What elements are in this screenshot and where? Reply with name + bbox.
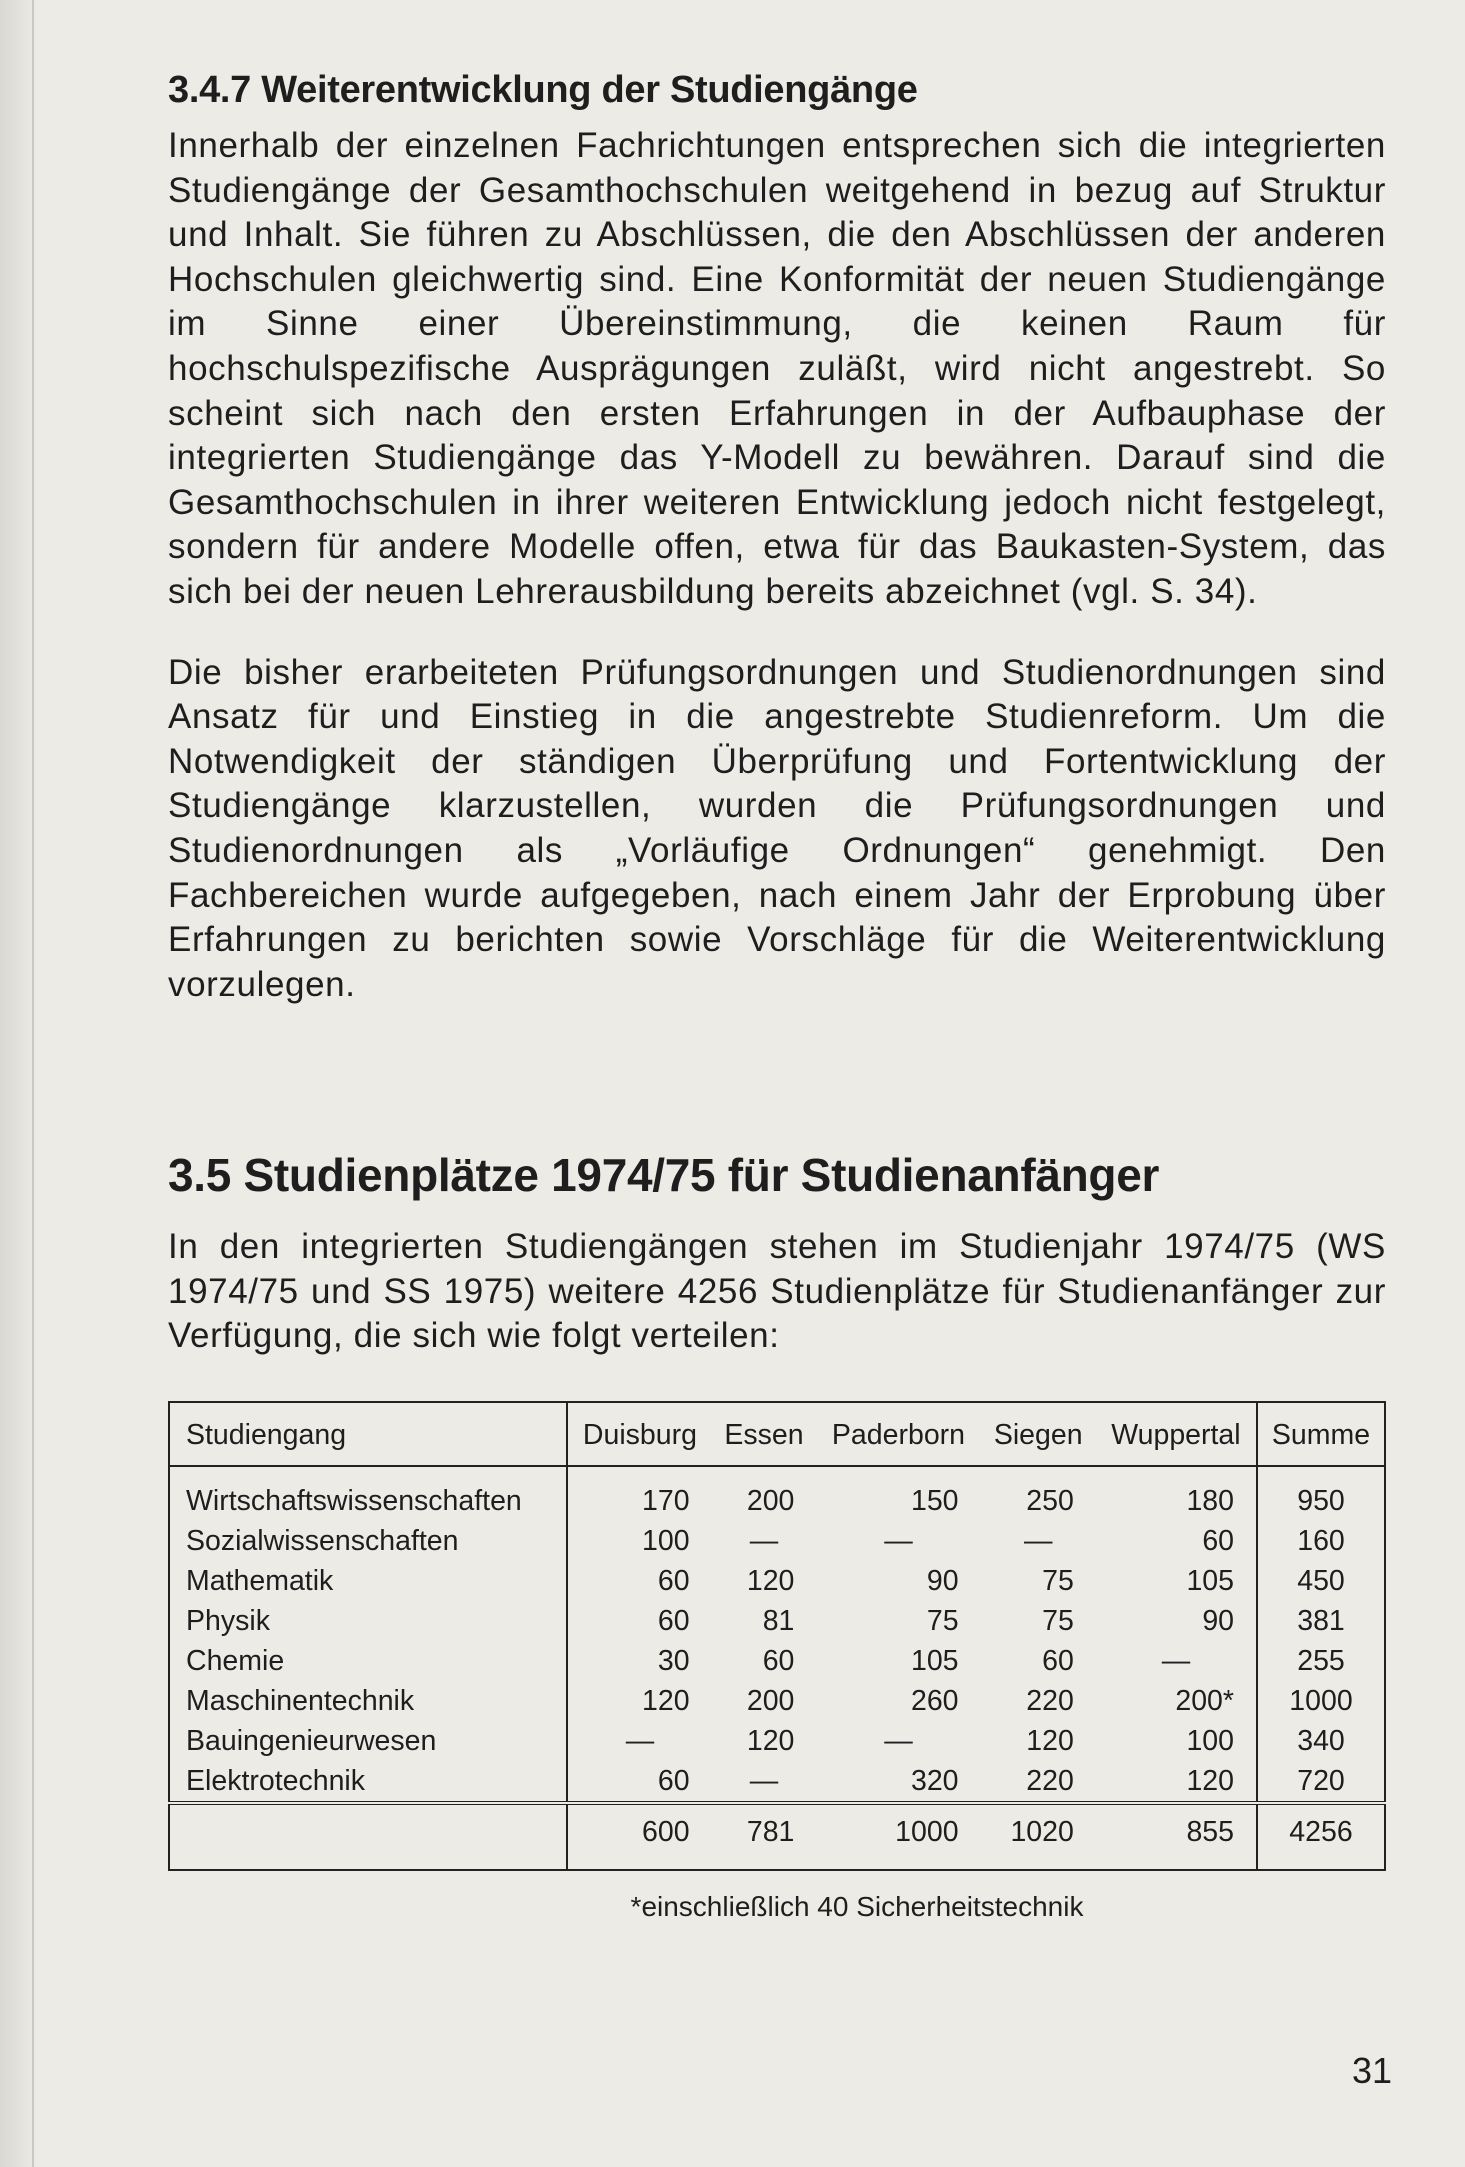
page-content — [168, 66, 1386, 1923]
cell-duisburg: 100 — [642, 1524, 690, 1557]
header-studiengang: Studiengang — [169, 1402, 567, 1466]
section-heading-3-4-7: 3.4.7 Weiterentwicklung der Studiengänge — [168, 69, 918, 111]
cell-siegen: 60 — [1042, 1644, 1074, 1677]
cell-paderborn: 150 — [910, 1484, 959, 1517]
cell-siegen: 220 — [1026, 1764, 1074, 1797]
row-label: Chemie — [169, 1641, 567, 1681]
cell-paderborn: 105 — [910, 1644, 959, 1677]
cell-essen: 120 — [746, 1564, 795, 1597]
row-label: Wirtschaftswissenschaften — [169, 1466, 567, 1521]
cell-wuppertal: 120 — [1186, 1764, 1235, 1797]
header-siegen: Siegen — [981, 1402, 1096, 1466]
cell-paderborn: — — [884, 1524, 913, 1557]
cell-duisburg: 60 — [657, 1764, 690, 1797]
row-label: Sozialwissenschaften — [169, 1521, 567, 1561]
table-row — [169, 1601, 1385, 1641]
table-header-row — [169, 1402, 1385, 1466]
cell-essen: — — [749, 1764, 779, 1797]
cell-paderborn: 320 — [910, 1764, 959, 1797]
section-intro: In den integrierten Studiengängen stehen im Studienjahr 1974/75 (WS 1974/75 und SS 1975) weitere 4256 Studienplätze für Studienanfänger zur Verfügung, die sich wie folgt verteilen: — [168, 1227, 1386, 1356]
cell-essen: 120 — [746, 1724, 795, 1757]
row-label: Physik — [169, 1601, 567, 1641]
cell-duisburg: 120 — [642, 1684, 690, 1717]
table-row — [169, 1521, 1385, 1561]
total-wuppertal: 855 — [1096, 1803, 1257, 1870]
header-paderborn: Paderborn — [816, 1402, 980, 1466]
total-paderborn: 1000 — [816, 1803, 980, 1870]
header-duisburg: Duisburg — [567, 1402, 711, 1466]
cell-siegen: 120 — [1026, 1724, 1074, 1757]
cell-paderborn: 90 — [926, 1564, 959, 1597]
table-row — [169, 1681, 1385, 1721]
cell-duisburg: 30 — [657, 1644, 690, 1677]
cell-duisburg: — — [625, 1724, 655, 1757]
total-duisburg: 600 — [567, 1803, 711, 1870]
cell-duisburg: 60 — [657, 1564, 690, 1597]
table-row — [169, 1561, 1385, 1601]
binding-edge — [32, 0, 34, 2167]
cell-wuppertal: 200* — [1175, 1684, 1235, 1717]
cell-paderborn: 75 — [926, 1604, 959, 1637]
cell-summe: 340 — [1257, 1721, 1385, 1761]
cell-essen: 60 — [762, 1644, 795, 1677]
page-number: 31 — [1352, 2050, 1393, 2091]
cell-paderborn: — — [884, 1724, 913, 1757]
row-label: Maschinentechnik — [169, 1681, 567, 1721]
total-essen: 781 — [712, 1803, 817, 1870]
total-summe: 4256 — [1257, 1803, 1385, 1870]
cell-summe: 1000 — [1257, 1681, 1385, 1721]
cell-wuppertal: 100 — [1186, 1724, 1235, 1757]
cell-essen: 81 — [762, 1604, 795, 1637]
cell-essen: 200 — [746, 1484, 795, 1517]
cell-summe: 720 — [1257, 1761, 1385, 1803]
cell-siegen: — — [1023, 1524, 1053, 1557]
cell-siegen: 250 — [1026, 1484, 1074, 1517]
cell-wuppertal: 180 — [1186, 1484, 1235, 1517]
table-row — [169, 1761, 1385, 1803]
cell-wuppertal: 60 — [1202, 1524, 1235, 1557]
studienplaetze-table — [168, 1401, 1386, 1871]
header-summe: Summe — [1257, 1402, 1385, 1466]
cell-wuppertal: — — [1161, 1644, 1191, 1677]
cell-summe: 381 — [1257, 1601, 1385, 1641]
cell-duisburg: 60 — [657, 1604, 690, 1637]
cell-siegen: 220 — [1026, 1684, 1074, 1717]
cell-wuppertal: 105 — [1186, 1564, 1235, 1597]
table-row — [169, 1466, 1385, 1521]
table-row — [169, 1641, 1385, 1681]
row-label: Elektrotechnik — [169, 1761, 567, 1803]
cell-essen: — — [749, 1524, 779, 1557]
totals-label — [169, 1803, 567, 1870]
section-heading-3-5: 3.5 Studienplätze 1974/75 für Studienanfänger — [168, 1149, 1160, 1202]
cell-siegen: 75 — [1042, 1564, 1074, 1597]
cell-wuppertal: 90 — [1202, 1604, 1235, 1637]
total-siegen: 1020 — [981, 1803, 1096, 1870]
row-label: Bauingenieurwesen — [169, 1721, 567, 1761]
table-row — [169, 1721, 1385, 1761]
table-footnote: *einschließlich 40 Sicherheitstechnik — [630, 1891, 1084, 1923]
cell-essen: 200 — [746, 1684, 795, 1717]
cell-summe: 950 — [1257, 1466, 1385, 1521]
cell-paderborn: 260 — [910, 1684, 959, 1717]
cell-siegen: 75 — [1042, 1604, 1074, 1637]
header-essen: Essen — [712, 1402, 817, 1466]
totals-row — [169, 1803, 1385, 1870]
cell-summe: 160 — [1257, 1521, 1385, 1561]
paragraph-1: Innerhalb der einzelnen Fachrichtungen entsprechen sich die integrierten Studiengänge der Gesamthochschulen weitgehend in bezug auf Struktur und Inhalt. Sie führen zu Abschlüssen, die den Abschlüssen der anderen Hochschulen gleichwertig sind. Eine Konformität der neuen Studiengänge im Sinne einer Übereinstimmung, die keinen Raum für hochschulspezifische Ausprägungen zuläßt, wird nicht angestrebt. So scheint sich nach den ersten Erfahrungen in der Aufbauphase der integrierten Studiengänge das Y-Modell zu bewähren. Darauf sind die Gesamthochschulen in ihrer weiteren Entwicklung jedoch nicht festgelegt, sondern für andere Modelle offen, etwa für das Baukasten-System, das sich bei der neuen Lehrerausbildung bereits abzeichnet (vgl. S. 34). — [168, 126, 1386, 611]
header-wuppertal: Wuppertal — [1096, 1402, 1257, 1466]
cell-summe: 255 — [1257, 1641, 1385, 1681]
row-label: Mathematik — [169, 1561, 567, 1601]
cell-duisburg: 170 — [642, 1484, 690, 1517]
cell-summe: 450 — [1257, 1561, 1385, 1601]
paragraph-2: Die bisher erarbeiteten Prüfungsordnungen und Studienordnungen sind Ansatz für und Einstieg in die angestrebte Studienreform. Um die Notwendigkeit der ständigen Überprüfung und Fortentwicklung der Studiengänge klarzustellen, wurden die Prüfungsordnungen und Studienordnungen als „Vorläufige Ordnungen“ genehmigt. Den Fachbereichen wurde aufgegeben, nach einem Jahr der Erprobung über Erfahrungen zu berichten sowie Vorschläge für die Weiterentwicklung vorzulegen. — [168, 652, 1386, 1004]
